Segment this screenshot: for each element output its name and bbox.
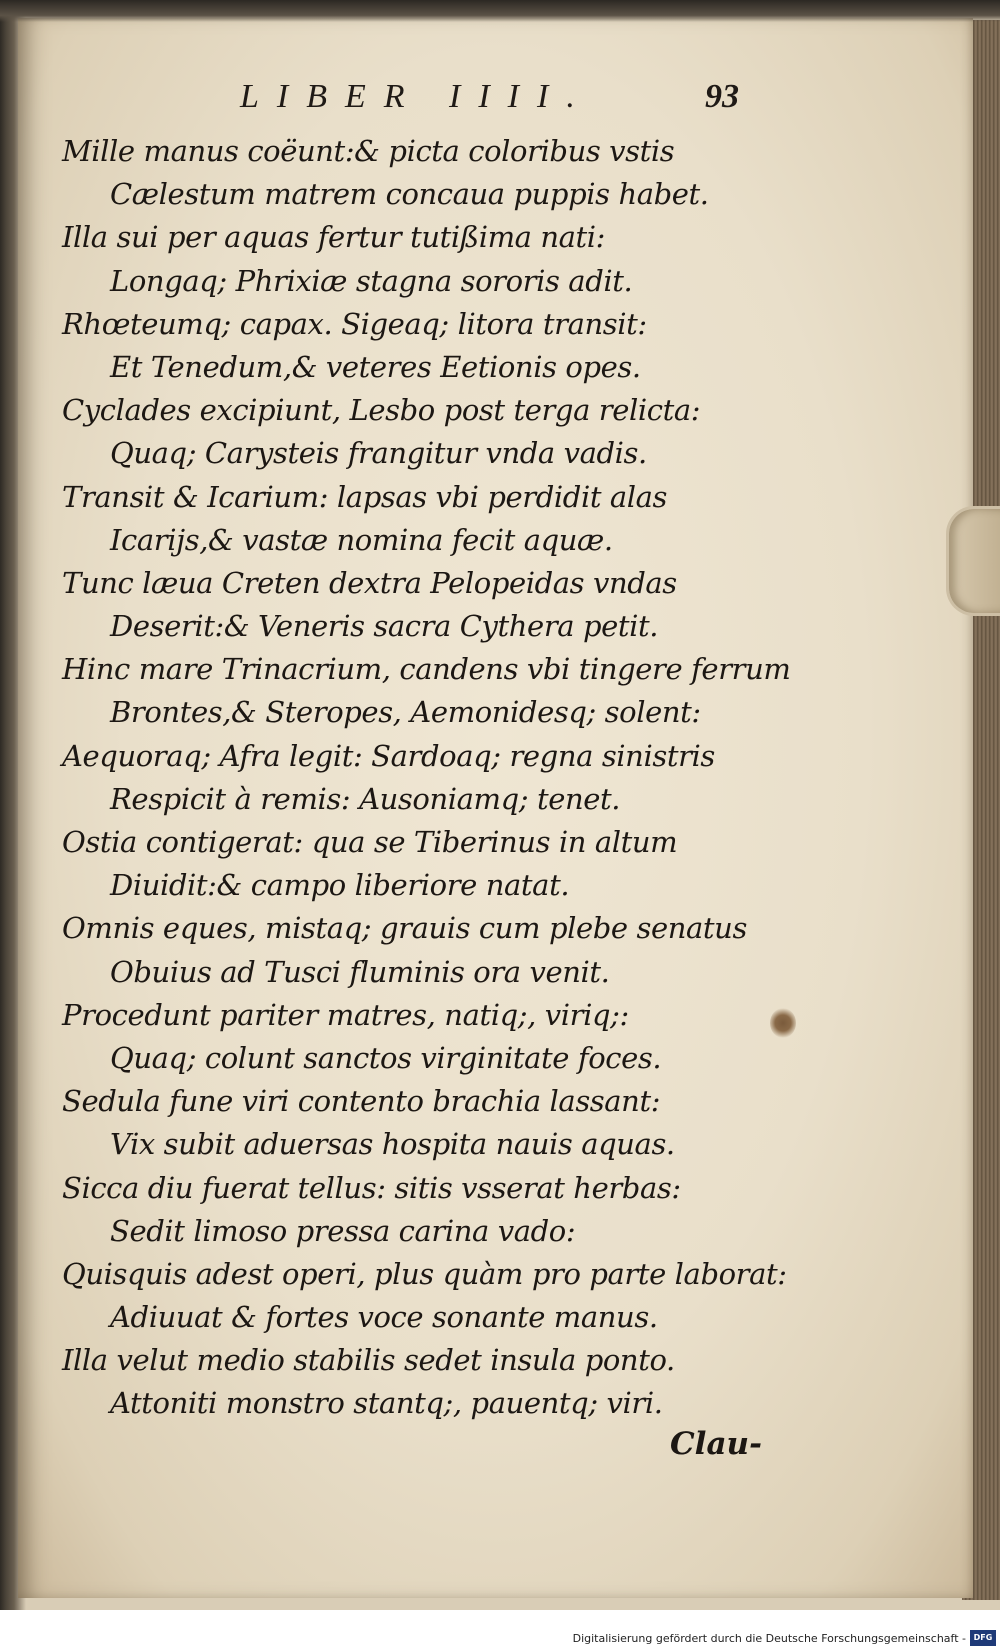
dfg-logo: DFG: [970, 1630, 996, 1646]
verse-line: Procedunt pariter matres, natiq;, viriq;:: [62, 997, 629, 1032]
verse-line: Hinc mare Trinacrium, candens vbi tingere ferrum: [62, 652, 791, 687]
page-header: [240, 78, 760, 118]
verse-line: Rhœteumq; capax. Sigeaq; litora transit:: [62, 306, 647, 341]
verse-line: Sedula fune viri contento brachia lassant:: [62, 1084, 661, 1119]
verse-line: Transit & Icarium: lapsas vbi perdidit alas: [62, 479, 668, 514]
digitization-credit: Digitalisierung gefördert durch die Deutsche Forschungsgemeinschaft -: [572, 1632, 966, 1645]
verse-line: Sedit limoso pressa carina vado:: [110, 1213, 576, 1248]
verse-line: Mille manus coëunt:& picta coloribus vstis: [62, 134, 675, 168]
verse-line: Brontes,& Steropes, Aemonidesq; solent:: [110, 695, 701, 730]
top-shadow: [0, 0, 1000, 22]
verse-line: Respicit à remis: Ausoniamq; tenet.: [110, 781, 621, 816]
verse-line: Tunc læua Creten dextra Pelopeidas vndas: [62, 565, 677, 600]
verse-line: Diuidit:& campo liberiore natat.: [110, 868, 570, 903]
verse-line: Longaq; Phrixiæ stagna sororis adit.: [110, 263, 633, 298]
verse-line: Quaq; colunt sanctos virginitate foces.: [110, 1040, 662, 1075]
verse-line: Aequoraq; Afra legit: Sardoaq; regna sinistris: [62, 738, 715, 773]
verse-line: Quaq; Carysteis frangitur vnda vadis.: [110, 436, 647, 471]
verse-line: Deserit:& Veneris sacra Cythera petit.: [110, 609, 659, 644]
page-number: 93: [705, 78, 739, 115]
verse-line: Adiuuat & fortes voce sonante manus.: [110, 1300, 658, 1335]
verse-line: Omnis eques, mistaq; grauis cum plebe senatus: [62, 911, 747, 946]
verse-line: Vix subit aduersas hospita nauis aquas.: [110, 1127, 675, 1162]
verse-line: Quisquis adest operi, plus quàm pro parte laborat:: [62, 1256, 787, 1291]
verse-line: Icarijs,& vastæ nomina fecit aquæ.: [110, 522, 613, 557]
catchword: Clau-: [670, 1426, 762, 1462]
verse-line: Sicca diu fuerat tellus: sitis vsserat herbas:: [62, 1170, 681, 1205]
verse-line: Ostia contigerat: qua se Tiberinus in altum: [62, 825, 678, 859]
verse-line: Illa sui per aquas fertur tutißima nati:: [62, 220, 606, 255]
verse-line: Obuius ad Tusci fluminis ora venit.: [110, 954, 610, 989]
verse-line: Illa velut medio stabilis sedet insula ponto.: [62, 1343, 675, 1378]
running-title: LIBER IIII.: [240, 78, 593, 115]
bookmark-tab: [946, 506, 1000, 616]
verse-line: Cyclades excipiunt, Lesbo post terga relicta:: [62, 393, 701, 428]
verse-text: [62, 130, 791, 1426]
verse-line: Attoniti monstro stantq;, pauentq; viri.: [110, 1386, 663, 1421]
verse-line: Cælestum matrem concaua puppis habet.: [110, 177, 709, 212]
verse-line: Et Tenedum,& veteres Eetionis opes.: [110, 349, 641, 384]
